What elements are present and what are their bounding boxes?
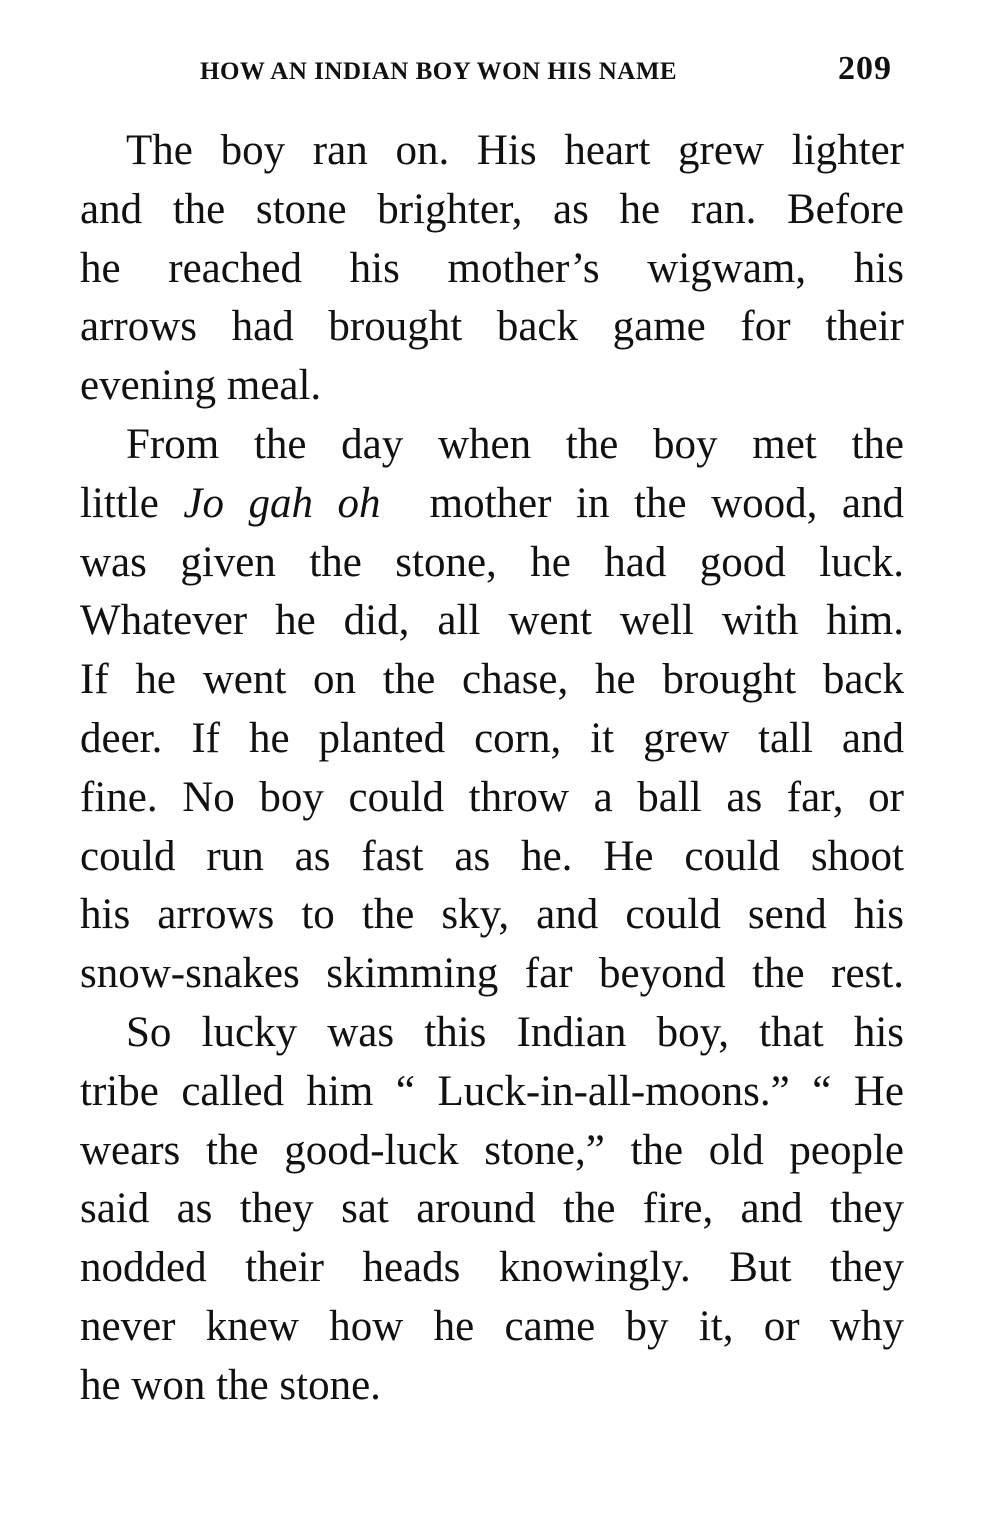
text-line: he reached his mother’s wigwam, his: [80, 244, 904, 292]
text-line: From the day when the boy met the: [126, 420, 904, 468]
text-line: fine. No boy could throw a ball as far, or: [80, 773, 904, 821]
text-line: If he went on the chase, he brought back: [80, 656, 904, 704]
text-line: evening meal.: [80, 362, 322, 410]
text-line-with-italic: [80, 475, 904, 534]
text-line: his arrows to the sky, and could send his: [80, 891, 904, 939]
text-line: was given the stone, he had good luck.: [80, 538, 904, 586]
text-fragment: mother in the wood, and: [429, 479, 904, 527]
italic-name: Jo gah oh: [183, 479, 381, 527]
text-fragment: little: [80, 479, 159, 527]
text-line: Whatever he did, all went well with him.: [80, 597, 904, 645]
text-line: never knew how he came by it, or why: [80, 1302, 904, 1350]
paragraph-3: [80, 1004, 904, 1416]
text-line: nodded their heads knowingly. But they: [80, 1244, 904, 1292]
paragraph-2: [80, 416, 904, 1004]
text-line: tribe called him “ Luck-in-all-moons.” “ He: [80, 1067, 904, 1115]
text-line: and the stone brighter, as he ran. Before: [80, 185, 904, 233]
text-line: could run as fast as he. He could shoot: [80, 832, 904, 880]
text-line: arrows had brought back game for their: [80, 303, 904, 351]
text-line: deer. If he planted corn, it grew tall and: [80, 714, 904, 762]
text-line: The boy ran on. His heart grew lighter: [126, 127, 904, 174]
paragraph-1: [80, 122, 904, 416]
text-line: he won the stone.: [80, 1361, 381, 1409]
text-line: snow-snakes skimming far beyond the rest.: [80, 950, 904, 998]
text-line: said as they sat around the fire, and they: [80, 1185, 904, 1233]
running-head: HOW AN INDIAN BOY WON HIS NAME: [200, 58, 678, 85]
text-line: So lucky was this Indian boy, that his: [126, 1008, 904, 1056]
body-text: [80, 122, 904, 1416]
page-number: 209: [838, 50, 892, 87]
text-line: wears the good-luck stone,” the old people: [80, 1126, 904, 1174]
